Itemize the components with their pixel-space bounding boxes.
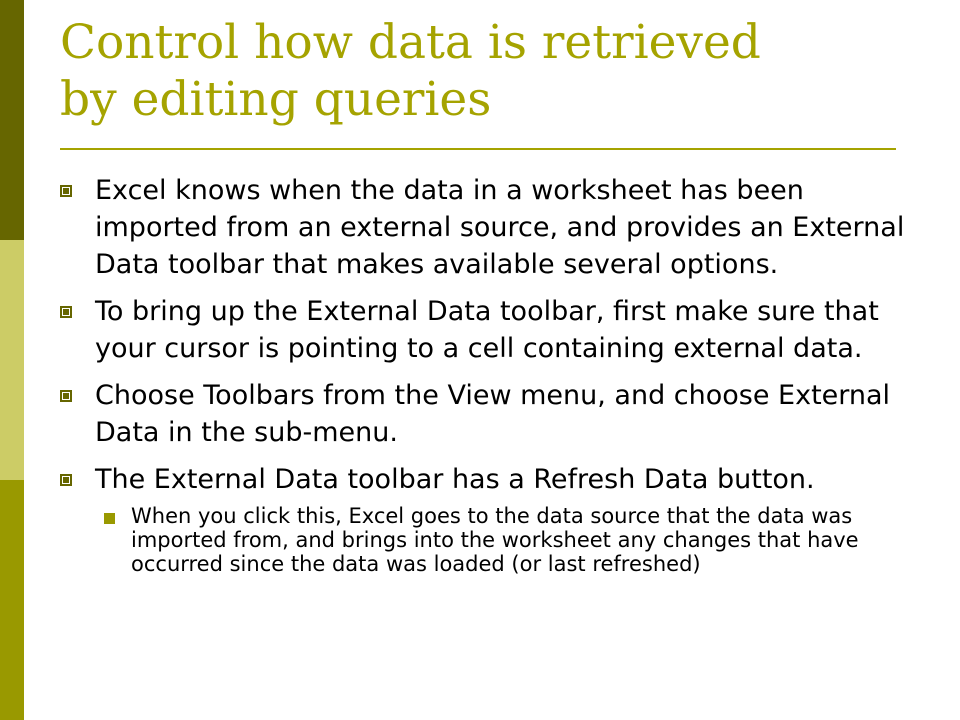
square-bullet-icon: [60, 474, 72, 486]
square-bullet-icon: [60, 306, 72, 318]
bullet-item: [60, 293, 920, 367]
slide-title-line-2: by editing queries: [60, 72, 492, 127]
filled-square-bullet-icon: [104, 513, 115, 524]
square-bullet-icon: [60, 185, 72, 197]
slide-title: [60, 14, 940, 128]
bullet-item: [60, 461, 920, 498]
bullet-text: Excel knows when the data in a worksheet has been imported from an external source, and provides an External Data toolbar that makes available several options.: [95, 175, 905, 280]
title-divider: [60, 148, 896, 150]
accent-bar-top: [0, 0, 24, 240]
bullet-item: [60, 172, 920, 283]
bullet-text: Choose Toolbars from the View menu, and choose External Data in the sub-menu.: [95, 380, 891, 448]
sub-bullet-list: [104, 504, 920, 576]
slide-title-line-1: Control how data is retrieved: [60, 15, 761, 70]
bullet-text: The External Data toolbar has a Refresh Data button.: [95, 464, 815, 495]
sub-bullet-text: When you click this, Excel goes to the data source that the data was imported from, and brings into the worksheet any changes that have occurred since the data was loaded (or last refreshed): [131, 504, 859, 576]
sub-bullet-item: [104, 504, 920, 576]
slide-body: [60, 172, 920, 576]
square-bullet-icon: [60, 390, 72, 402]
bullet-text: To bring up the External Data toolbar, first make sure that your cursor is pointing to a cell containing external data.: [95, 296, 879, 364]
bullet-item: [60, 377, 920, 451]
accent-bar-bottom: [0, 480, 24, 720]
accent-bar-middle: [0, 240, 24, 480]
